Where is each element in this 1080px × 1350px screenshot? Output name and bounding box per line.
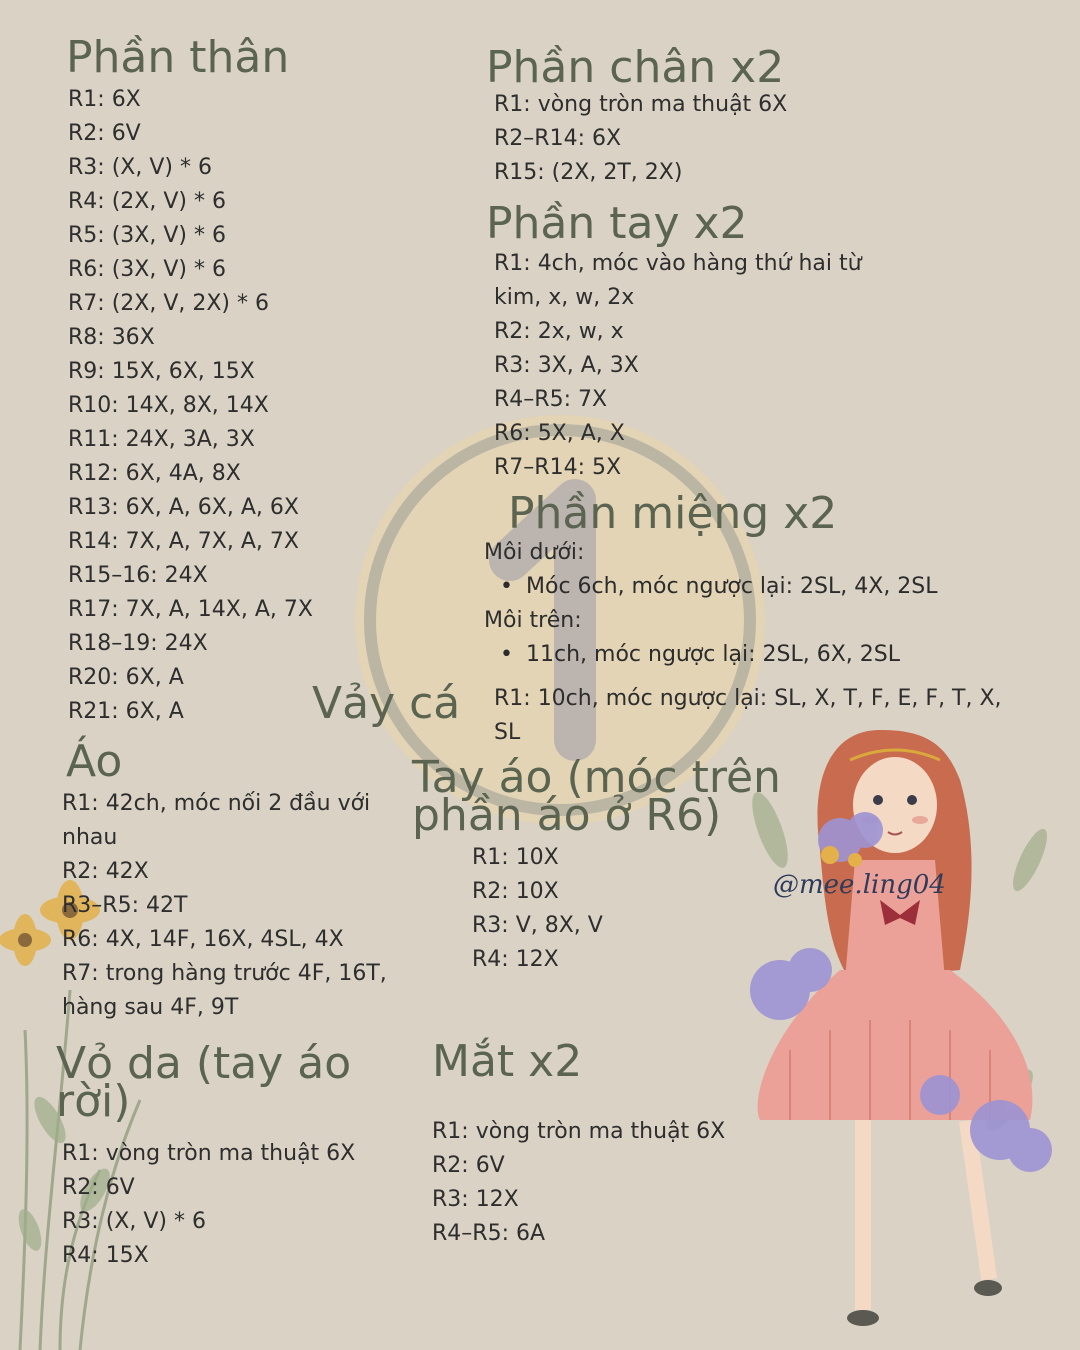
list-item: R3: (X, V) * 6 bbox=[62, 1209, 206, 1234]
list-item: • Móc 6ch, móc ngược lại: 2SL, 4X, 2SL bbox=[484, 570, 938, 604]
list-item: R6: (3X, V) * 6 bbox=[68, 257, 226, 282]
list-item: R2: 42X bbox=[62, 859, 149, 884]
list-item: R7–R14: 5X bbox=[494, 455, 622, 480]
list-item: SL bbox=[494, 720, 521, 745]
skin-section-title-line1: Vỏ da (tay áo bbox=[56, 1038, 352, 1089]
eyes-rows bbox=[432, 1115, 725, 1251]
list-item: R5: (3X, V) * 6 bbox=[68, 223, 226, 248]
list-item: R1: 4ch, móc vào hàng thứ hai từ bbox=[494, 251, 862, 276]
arms-section-title: Phần tay x2 bbox=[486, 198, 748, 249]
list-item: R21: 6X, A bbox=[68, 699, 184, 724]
list-item: R3: V, 8X, V bbox=[472, 913, 603, 938]
body-section-title: Phần thân bbox=[66, 32, 290, 83]
list-item: R1: 42ch, móc nối 2 đầu với bbox=[62, 791, 371, 816]
list-item: R6: 4X, 14F, 16X, 4SL, 4X bbox=[62, 927, 344, 952]
list-item: nhau bbox=[62, 825, 118, 850]
sleeve-section-title-line1: Tay áo (móc trên bbox=[412, 752, 781, 803]
list-item: R2: 6V bbox=[68, 121, 141, 146]
list-item: R3: 3X, A, 3X bbox=[494, 353, 639, 378]
list-item: kim, x, w, 2x bbox=[494, 285, 635, 310]
eyes-section-title: Mắt x2 bbox=[432, 1036, 583, 1087]
skin-section-title-line2: rời) bbox=[56, 1076, 131, 1127]
list-item: R3: (X, V) * 6 bbox=[68, 155, 212, 180]
list-item: R10: 14X, 8X, 14X bbox=[68, 393, 269, 418]
list-item: R1: 10X bbox=[472, 845, 559, 870]
list-item: R4–R5: 6A bbox=[432, 1221, 546, 1246]
list-item: R7: (2X, V, 2X) * 6 bbox=[68, 291, 269, 316]
upper-lip-list bbox=[484, 638, 900, 672]
mouth-section-title: Phần miệng x2 bbox=[508, 488, 838, 539]
sleeve-section-title-line2: phần áo ở R6) bbox=[412, 790, 722, 841]
list-item: R1: vòng tròn ma thuật 6X bbox=[432, 1119, 726, 1144]
list-item: R11: 24X, 3A, 3X bbox=[68, 427, 255, 452]
list-item: R1: vòng tròn ma thuật 6X bbox=[494, 92, 788, 117]
list-item: R1: 6X bbox=[68, 87, 141, 112]
list-item: R2: 6V bbox=[432, 1153, 505, 1178]
list-item: R2: 2x, w, x bbox=[494, 319, 624, 344]
list-item: R6: 5X, A, X bbox=[494, 421, 625, 446]
list-item: R4–R5: 7X bbox=[494, 387, 608, 412]
list-item: R17: 7X, A, 14X, A, 7X bbox=[68, 597, 313, 622]
skin-rows bbox=[62, 1137, 355, 1273]
list-item: • 11ch, móc ngược lại: 2SL, 6X, 2SL bbox=[484, 638, 900, 672]
shirt-rows bbox=[62, 787, 387, 1025]
sleeve-rows bbox=[472, 841, 603, 977]
list-item: R2–R14: 6X bbox=[494, 126, 622, 151]
list-item: R3: 12X bbox=[432, 1187, 519, 1212]
arms-rows bbox=[494, 247, 862, 485]
legs-rows bbox=[494, 88, 787, 190]
upper-lip-label: Môi trên: bbox=[484, 608, 582, 633]
list-item: R4: (2X, V) * 6 bbox=[68, 189, 226, 214]
list-item: R20: 6X, A bbox=[68, 665, 184, 690]
list-item: R4: 15X bbox=[62, 1243, 149, 1268]
lower-lip-label: Môi dưới: bbox=[484, 540, 585, 565]
list-item: R4: 12X bbox=[472, 947, 559, 972]
list-item: R15: (2X, 2T, 2X) bbox=[494, 160, 683, 185]
list-item: R7: trong hàng trước 4F, 16T, bbox=[62, 961, 387, 986]
list-item: R2: 10X bbox=[472, 879, 559, 904]
author-handle: @mee.ling04 bbox=[773, 870, 946, 900]
list-item: R12: 6X, 4A, 8X bbox=[68, 461, 241, 486]
lower-lip-list bbox=[484, 570, 938, 604]
list-item: R14: 7X, A, 7X, A, 7X bbox=[68, 529, 299, 554]
list-item: R8: 36X bbox=[68, 325, 155, 350]
legs-section-title: Phần chân x2 bbox=[486, 42, 785, 93]
list-item: hàng sau 4F, 9T bbox=[62, 995, 239, 1020]
list-item: R2: 6V bbox=[62, 1175, 135, 1200]
list-item: R9: 15X, 6X, 15X bbox=[68, 359, 255, 384]
scales-rows bbox=[494, 682, 1002, 750]
list-item: R15–16: 24X bbox=[68, 563, 208, 588]
list-item: R13: 6X, A, 6X, A, 6X bbox=[68, 495, 299, 520]
list-item: R3–R5: 42T bbox=[62, 893, 188, 918]
shirt-section-title: Áo bbox=[66, 736, 123, 787]
scales-section-title: Vảy cá bbox=[312, 678, 461, 729]
list-item: R18–19: 24X bbox=[68, 631, 208, 656]
girl-illustration-icon bbox=[730, 720, 1070, 1340]
list-item: R1: 10ch, móc ngược lại: SL, X, T, F, E, F, T, X, bbox=[494, 686, 1002, 711]
body-rows bbox=[68, 83, 313, 729]
list-item: R1: vòng tròn ma thuật 6X bbox=[62, 1141, 356, 1166]
